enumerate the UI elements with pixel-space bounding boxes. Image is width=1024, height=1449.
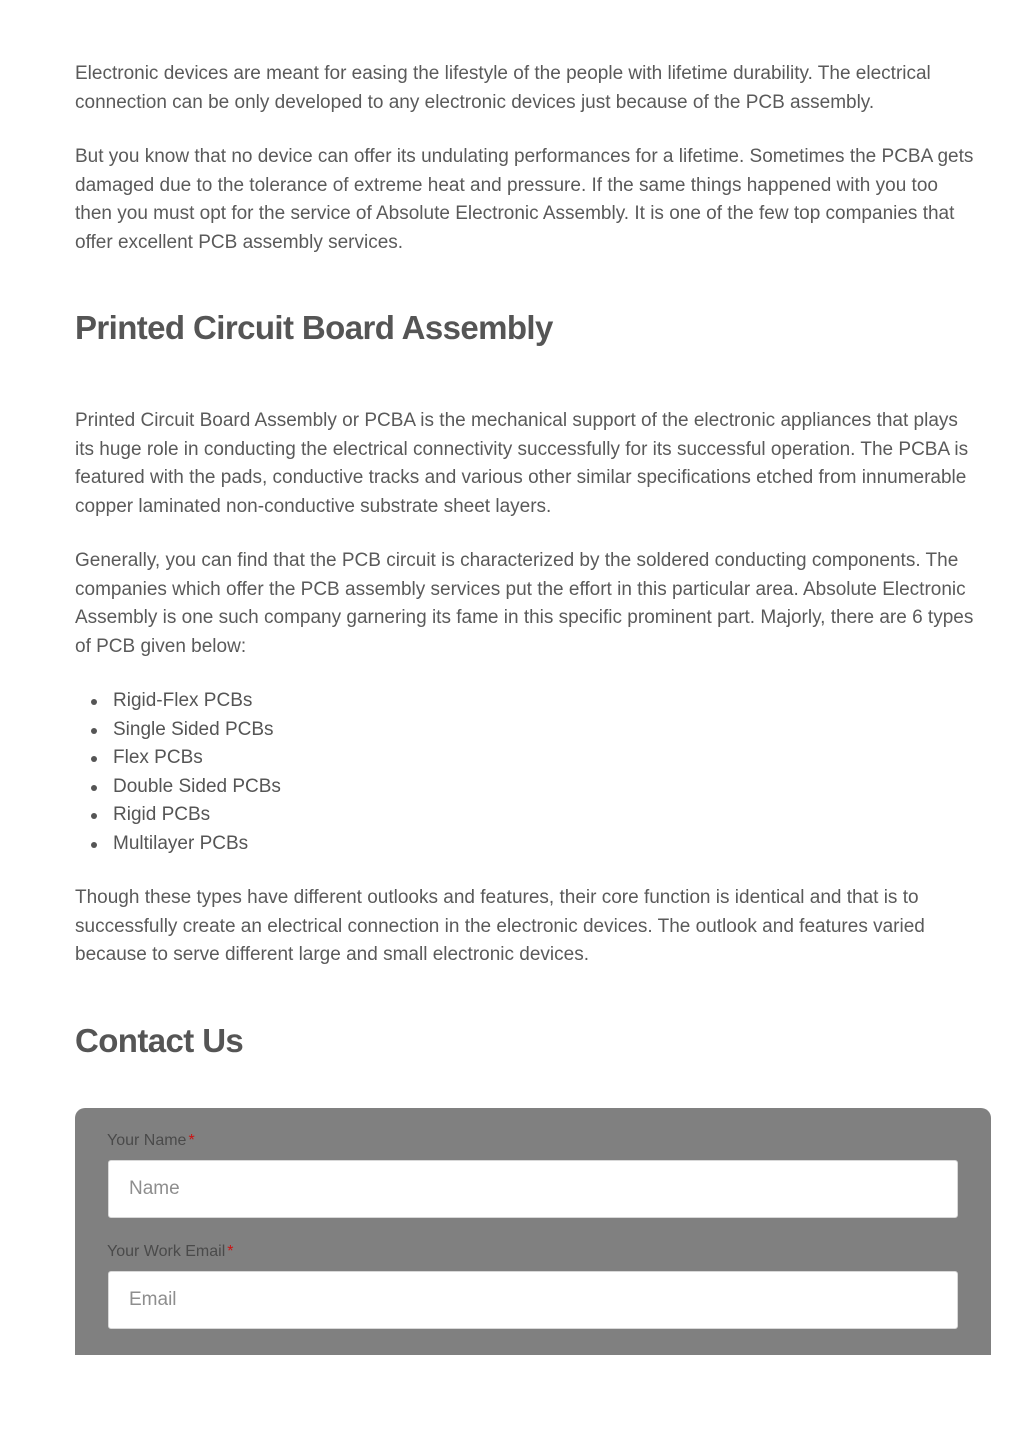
list-item xyxy=(113,801,980,830)
intro-paragraph: Electronic devices are meant for easing the lifestyle of the people with lifetime durability. The electrical connection can be only developed to any electronic devices just because of the PCB assembly. xyxy=(75,63,931,113)
bullet-icon xyxy=(91,728,97,734)
name-field-label xyxy=(107,1132,195,1150)
required-marker: * xyxy=(227,1243,234,1260)
pcba-paragraph: Though these types have different outlooks and features, their core function is identical and that is to successfully create an electrical connection in the electronic devices. The outlook and features varied because to serve different large and small electronic devices. xyxy=(75,887,925,965)
list-item-label: Double Sided PCBs xyxy=(113,775,281,797)
pcba-paragraph: Printed Circuit Board Assembly or PCBA is the mechanical support of the electronic appliances that plays its huge role in conducting the electrical connectivity successfully for its successful operation. The PCBA is featured with the pads, conductive tracks and various other similar specifications etched from innumerable copper laminated non-conductive substrate sheet layers. xyxy=(75,410,969,517)
bullet-icon xyxy=(91,813,97,819)
name-label-text: Your Name xyxy=(107,1132,187,1149)
pcba-paragraph: Generally, you can find that the PCB circuit is characterized by the soldered conducting components. The companies which offer the PCB assembly services put the effort in this particular area. Absolute Electronic Assembly is one such company garnering its fame in this specific prominent part. Majorly, there are 6 types of PCB given below: xyxy=(75,550,974,657)
list-item-label: Single Sided PCBs xyxy=(113,718,274,740)
pcb-types-list xyxy=(75,687,980,858)
list-item-label: Rigid PCBs xyxy=(113,804,211,825)
email-label-text: Your Work Email xyxy=(107,1243,226,1260)
name-input[interactable] xyxy=(108,1160,958,1218)
email-input[interactable] xyxy=(108,1271,958,1329)
article-content xyxy=(75,60,980,1106)
bullet-icon xyxy=(91,842,97,848)
contact-form xyxy=(75,1108,991,1355)
required-marker: * xyxy=(188,1132,195,1149)
section-heading-pcba: Printed Circuit Board Assembly xyxy=(75,309,553,346)
list-item-label: Rigid-Flex PCBs xyxy=(113,690,253,711)
bullet-icon xyxy=(91,699,97,705)
intro-paragraph: But you know that no device can offer its undulating performances for a lifetime. Sometimes the PCBA gets damaged due to the tolerance of extreme heat and pressure. If the same things happened with you too then you must opt for the service of Absolute Electronic Assembly. It is one of the few top companies that offer excellent PCB assembly services. xyxy=(75,146,974,253)
list-item-label: Multilayer PCBs xyxy=(113,832,249,854)
list-item xyxy=(113,744,980,773)
email-field-label xyxy=(107,1243,234,1261)
list-item xyxy=(113,716,980,745)
list-item xyxy=(113,773,980,802)
bullet-icon xyxy=(91,756,97,762)
section-heading-contact: Contact Us xyxy=(75,1021,244,1059)
list-item xyxy=(113,687,980,716)
list-item xyxy=(113,830,980,859)
bullet-icon xyxy=(91,785,97,791)
list-item-label: Flex PCBs xyxy=(113,747,203,768)
